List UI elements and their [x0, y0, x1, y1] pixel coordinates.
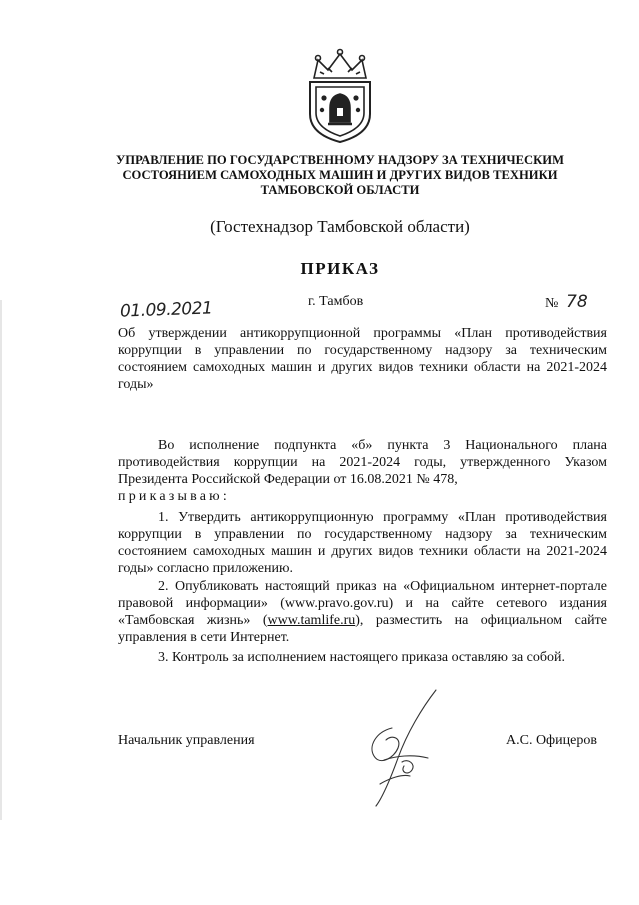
organization-name-line: УПРАВЛЕНИЕ ПО ГОСУДАРСТВЕННОМУ НАДЗОРУ ЗА ТЕХНИЧЕСКИМ: [116, 153, 564, 167]
tambov-coat-of-arms-icon: [300, 48, 380, 144]
body-paragraph-1: 1. Утвердить антикоррупционную программу «План противодействия коррупции в управлении по государственному надзору за техническим состоянием самоходных машин и других видов техники области на 2021-2024 годы» согласно приложению.: [118, 510, 607, 576]
paragraph-2-text: 2. Опубликовать настоящий приказ на «Официальном интернет-портале правовой информации» (www.pravo.gov.ru) и на сайте сетевого издания «Тамбовская жизнь» (: [118, 579, 607, 628]
paragraph-2-text-end: ), разместить на официальном сайте управления в сети Интернет.: [118, 613, 607, 645]
body-paragraph-3: 3. Контроль за исполнением настоящего приказа оставляю за собой.: [158, 650, 566, 665]
body-paragraph-2: [118, 578, 607, 646]
order-word: приказываю:: [118, 489, 230, 504]
scan-edge-shadow: [0, 300, 2, 820]
organization-short-name: (Гостехнадзор Тамбовской области): [210, 217, 470, 236]
organization-name-line: СОСТОЯНИЕМ САМОХОДНЫХ МАШИН И ДРУГИХ ВИДОВ ТЕХНИКИ: [122, 168, 558, 182]
document-number: 78: [566, 292, 588, 312]
body-paragraph-preamble: [118, 437, 607, 505]
document-title: ПРИКАЗ: [300, 259, 380, 278]
handwritten-signature-icon: [362, 688, 452, 808]
document-date: 01.09.2021: [119, 298, 213, 322]
document-subject: Об утверждении антикоррупционной программы «План противодействия коррупции в управлении по государственному надзору за техническим состоянием самоходных машин и других видов техники области на 2021-2024 годы»: [118, 326, 607, 392]
signer-name: А.С. Офицеров: [506, 733, 597, 748]
organization-name-line: ТАМБОВСКОЙ ОБЛАСТИ: [260, 183, 420, 197]
signer-position: Начальник управления: [118, 733, 255, 748]
document-city: г. Тамбов: [308, 294, 364, 309]
document-number-label: №: [545, 296, 559, 311]
organization-name: [60, 153, 620, 198]
preamble-text: Во исполнение подпункта «б» пункта 3 Национального плана противодействия коррупции на 2021-2024 годы, утвержденного Указом Президента Российской Федерации от 16.08.2021 № 478,: [118, 438, 607, 487]
tamlife-link[interactable]: www.tamlife.ru: [267, 613, 356, 628]
